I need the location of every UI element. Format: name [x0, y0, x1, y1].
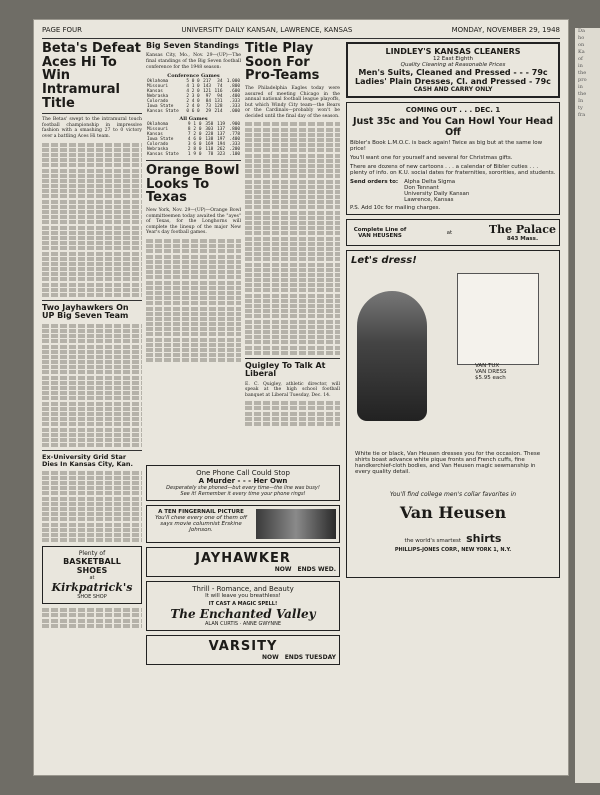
standings-cell: 131 — [214, 99, 223, 105]
standings-cell: 74 — [217, 84, 223, 90]
standings-cell: .333 — [229, 104, 240, 110]
ad-line: Complete Line of VAN HEUSENS — [353, 226, 407, 239]
edge-text: the — [578, 70, 587, 76]
standings-cell: Iowa State — [147, 137, 174, 143]
standings-cell: 1 — [187, 152, 191, 158]
ad-line: Quality Cleaning at Reasonable Prices — [400, 62, 506, 68]
edge-text: of — [578, 56, 583, 62]
ad-line: A Murder - - - Her Own — [198, 477, 288, 485]
standings-cell: 116 — [214, 89, 223, 95]
ad-line: BASKETBALL — [63, 557, 121, 567]
ends-label: ENDS TUESDAY — [284, 654, 336, 661]
now-label: NOW — [261, 654, 279, 661]
theatre-name: JAYHAWKER — [195, 551, 291, 566]
ad-line: Send orders to: — [350, 179, 399, 185]
ad-line: LINDLEY'S KANSAS CLEANERS — [385, 47, 521, 56]
store-name: The Palace — [488, 223, 556, 236]
standings-cell: Kansas State — [147, 152, 179, 158]
standings-cell: 4 — [186, 89, 190, 95]
brand-name: Van Heusen — [399, 503, 507, 522]
standings-cell: 118 — [205, 147, 214, 153]
standings-cell: 84 — [205, 99, 212, 105]
all-label: All Games — [179, 116, 208, 123]
headline-jayhawkers: Two Jayhawkers On UP Big Seven Team — [42, 303, 129, 321]
standings-cell: 138 — [205, 137, 214, 143]
ad-line: IT CAST A MAGIC SPELL! — [208, 601, 278, 607]
ad-van-heusen — [346, 250, 560, 578]
column-1 — [42, 42, 142, 629]
column-4 — [346, 42, 560, 582]
standings-cell: Kansas — [147, 132, 163, 138]
ad-fingernail — [146, 505, 340, 543]
standings-cell: 97 — [205, 94, 212, 100]
ad-phone — [146, 465, 340, 501]
conference-table — [146, 79, 241, 114]
standings-cell: 2 — [186, 99, 190, 105]
standings-cell: Kansas State — [147, 109, 179, 115]
ad-line: You'll chew every one of them off — [155, 515, 247, 521]
edge-text: ho — [578, 35, 585, 41]
edge-text: on — [578, 42, 585, 48]
edge-text: Da — [578, 28, 585, 34]
standings-cell: 194 — [217, 142, 226, 148]
ad-line: University Daily Kansan — [404, 191, 470, 197]
standings-cell: .800 — [229, 84, 240, 90]
ad-line: at — [89, 575, 95, 582]
ad-jayhawker — [146, 547, 340, 577]
ad-line: shirts — [466, 532, 502, 545]
standings-cell: 0 — [197, 84, 200, 90]
headline-quigley: Quigley To Talk At Liberal — [245, 360, 326, 379]
ad-line: CASH AND CARRY ONLY — [413, 86, 493, 93]
ad-line: $5.95 each — [475, 375, 506, 381]
standings-cell: 1 — [193, 122, 196, 128]
standings-cell: 2 — [187, 147, 191, 153]
ad-enchanted-valley — [146, 581, 340, 631]
standings-cell: Iowa State — [147, 104, 174, 110]
standings-cell: 0 — [197, 109, 200, 115]
standings-cell: 0 — [198, 122, 202, 128]
ad-line: at — [446, 229, 453, 236]
standings-cell: 0 — [197, 94, 200, 100]
ad-line: A TEN FINGERNAIL PICTURE — [158, 509, 244, 515]
standings-cell: .900 — [229, 122, 240, 128]
standings-cell: 1.000 — [226, 79, 240, 85]
standings-cell: 4 — [191, 99, 195, 105]
ad-line: White tie or black, Van Heusen dresses you for the occasion. These shirts boast advance white pique fronts and French cuffs, fine handkerchief-cloth bodies, and Van Heusen magic sewmanship in every quality detail. — [355, 451, 541, 475]
edge-text: pro — [578, 77, 587, 83]
standings-cell: 7 — [187, 132, 191, 138]
standings-cell: 0 — [198, 152, 202, 158]
standings-cell: .333 — [229, 142, 240, 148]
standings-cell: .400 — [229, 137, 240, 143]
standings-cell: 262 — [217, 147, 226, 153]
ad-line: Men's Suits, Cleaned and Pressed - - - 79c — [358, 68, 548, 77]
standings-cell: 1 — [191, 84, 195, 90]
article-title-play: The Philadelphia Eagles today were assured of meeting Chicago in the annual national football league playoffs, but which Windy City team—the Bears or the Cardinals—probably won't be decided until the final day of the season. — [245, 85, 340, 119]
ad-lindleys — [346, 42, 560, 98]
paper-date: MONDAY, NOVEMBER 29, 1948 — [451, 26, 560, 34]
ad-line: P.S. Add 10c for mailing charges. — [350, 205, 441, 211]
standings-cell: 137 — [217, 127, 226, 133]
standings-row — [146, 152, 241, 157]
edge-text: in — [578, 63, 583, 69]
ad-line: Plenty of — [78, 550, 106, 558]
newspaper-page — [34, 20, 568, 775]
standings-cell: 2 — [193, 127, 196, 133]
standings-cell: 4 — [187, 137, 191, 143]
standings-cell: 2 — [186, 104, 190, 110]
tuxedo-shirt-illustration — [457, 273, 539, 365]
edge-text: Ka — [578, 49, 585, 55]
ad-line: You'll want one for yourself and several for Christmas gifts. — [350, 155, 513, 161]
standings-cell: .100 — [229, 152, 240, 158]
standings-cell: 3 — [191, 94, 195, 100]
ad-line: COMING OUT . . . DEC. 1 — [405, 106, 501, 114]
standings-cell: 6 — [193, 142, 196, 148]
edge-text: fra — [578, 112, 586, 118]
ad-kirkpatricks — [42, 546, 142, 604]
ad-line: says movie columnist Erskine Johnson. — [160, 521, 242, 533]
standings-cell: 197 — [217, 137, 226, 143]
ad-line: Bibler's Book L.M.O.C. is back again! Twice as big but at the same low price! — [350, 140, 543, 152]
conf-label: Conference Games — [167, 73, 220, 80]
standings-cell: 9 — [187, 122, 191, 128]
standings-cell: 78 — [207, 152, 214, 158]
standings-cell: Oklahoma — [147, 79, 169, 85]
standings-cell: 8 — [187, 127, 191, 133]
column-2 — [146, 42, 241, 364]
article-orange-bowl: New York, Nov. 29—(UP)—Orange Bowl committeemen today awaited the "ayes" of Texas, for the Longhorns will complete the lineup of the major New Year's day football games. — [146, 208, 241, 236]
theatre-name: VARSITY — [208, 639, 278, 654]
film-title: The Enchanted Valley — [170, 607, 316, 621]
ad-line: 843 Mass. — [506, 236, 539, 242]
standings-cell: 0 — [186, 109, 190, 115]
ad-line: See it! Remember it every time your phone rings! — [180, 491, 306, 497]
standings-cell: 0 — [197, 79, 200, 85]
standings-row — [146, 109, 241, 114]
standings-cell: 94 — [217, 94, 223, 100]
standings-dateline: Kansas City, Mo., Nov. 29—(UP)—The final standings of the Big Seven football conference for the 1948 season: — [146, 53, 241, 70]
standings-cell: 8 — [193, 147, 196, 153]
ad-line: Alpha Delta Sigma — [404, 179, 456, 185]
standings-cell: 128 — [214, 104, 223, 110]
masthead — [42, 26, 560, 39]
article-betas-lead: The Betas' swept to the intramural touch football championship in impressive fashion with a smashing 27 to 0 victory over a battling Aces Hi team. — [42, 117, 142, 139]
ad-line: Ladies' Plain Dresses, Cl. and Pressed - 79c — [355, 77, 551, 86]
headline-betas: Beta's Defeat Aces Hi To Win Intramural Title — [42, 41, 142, 111]
ad-line: Don Tennant — [404, 185, 439, 191]
standings-cell: .333 — [229, 99, 240, 105]
ad-line: VAN TUX — [475, 363, 500, 369]
standings-cell: 228 — [205, 132, 214, 138]
standings-cell: Missouri — [147, 84, 169, 90]
film-still-photo — [256, 509, 336, 539]
standings-cell: 0 — [198, 137, 202, 143]
standings-cell: 217 — [203, 79, 212, 85]
headline-orange-bowl: Orange Bowl Looks To Texas — [146, 163, 240, 206]
standings-cell: 323 — [217, 152, 226, 158]
ad-line: Just 35c and You Can Howl Your Head Off — [352, 116, 553, 138]
standings-cell: 0 — [197, 104, 200, 110]
ad-store: Kirkpatrick's — [51, 581, 133, 595]
standings-cell: Nebraska — [147, 94, 169, 100]
edge-text: in — [578, 84, 583, 90]
model-photo — [357, 291, 427, 421]
ad-line: You'll find college men's collar favorites in — [389, 491, 517, 498]
standings-title: Big Seven Standings — [146, 41, 239, 50]
standings-cell: 303 — [205, 127, 214, 133]
standings-cell: .000 — [229, 109, 240, 115]
edge-text: the — [578, 91, 587, 97]
standings-cell: 9 — [193, 152, 196, 158]
standings-cell: 169 — [205, 142, 214, 148]
standings-cell: 6 — [191, 109, 195, 115]
standings-cell: 0 — [197, 89, 200, 95]
movie-ads — [146, 465, 340, 669]
ad-line: There are dozens of new cartoons . . . a calendar of Bibler cuties . . . plenty of info. on K.U. social dates for fraternities, sororities, and students. — [350, 164, 556, 176]
ad-line: SHOES — [76, 566, 108, 576]
standings-cell: Kansas — [147, 89, 163, 95]
ends-label: ENDS WED. — [297, 566, 336, 573]
standings-cell: 0 — [198, 127, 202, 133]
standings-cell: 137 — [217, 132, 226, 138]
standings-cell: 214 — [214, 109, 223, 115]
standings-cell: 5 — [186, 79, 190, 85]
standings-cell: Colorado — [147, 99, 169, 105]
standings-cell: Colorado — [147, 142, 169, 148]
edge-text: In — [578, 98, 584, 104]
ad-line: Lawrence, Kansas — [404, 197, 454, 203]
standings-cell: Nebraska — [147, 147, 169, 153]
standings-cell: 4 — [191, 104, 195, 110]
ad-line: 12 East Eighth — [433, 56, 473, 62]
standings-cell: 2 — [186, 94, 190, 100]
standings-cell: 0 — [198, 142, 202, 148]
standings-cell: .600 — [229, 89, 240, 95]
paper-title: UNIVERSITY DAILY KANSAN, LAWRENCE, KANSAS — [181, 26, 353, 34]
standings-cell: 3 — [187, 142, 191, 148]
standings-cell: 0 — [198, 132, 202, 138]
standings-cell: 121 — [203, 89, 212, 95]
standings-cell: 2 — [191, 89, 195, 95]
page-number: PAGE FOUR — [42, 26, 83, 34]
standings-cell: 29 — [205, 109, 212, 115]
ad-line: Desperately she phoned—but every time—the line was busy! — [166, 485, 320, 491]
ad-line: the world's smartest — [404, 538, 461, 544]
article-quigley: E. C. Quigley, athletic director, will speak at the high school football banquet at Liberal Tuesday, Dec. 14. — [245, 381, 340, 398]
film-stars: ALAN CURTIS · ANNE GWYNNE — [205, 621, 281, 627]
standings-cell: 0 — [191, 79, 195, 85]
standings-cell: Missouri — [147, 127, 169, 133]
headline-title-play: Title Play Soon For Pro-Teams — [245, 41, 320, 84]
standings-cell: 34 — [217, 79, 223, 85]
ad-varsity — [146, 635, 340, 665]
standings-cell: 119 — [217, 122, 226, 128]
standings-cell: .778 — [229, 132, 240, 138]
ad-line: Thrill - Romance, and Beauty — [192, 585, 294, 593]
standings-cell: 4 — [186, 84, 190, 90]
edge-text: ty — [578, 105, 583, 111]
standings-cell: Oklahoma — [147, 122, 169, 128]
standings-cell: 358 — [205, 122, 214, 128]
standings-cell: 143 — [203, 84, 212, 90]
standings-cell: 6 — [193, 137, 196, 143]
ad-line: Let's dress! — [351, 255, 417, 266]
all-games-table — [146, 122, 241, 157]
ad-bibler-book — [346, 102, 560, 215]
headline-grid-star: Ex-University Grid Star Dies In Kansas City, Kan. — [42, 453, 133, 468]
standings-cell: .400 — [229, 94, 240, 100]
ad-line: One Phone Call Could Stop — [196, 469, 290, 477]
ad-store-sub: SHOE SHOP — [77, 594, 107, 601]
standings-cell: 73 — [205, 104, 212, 110]
ad-line: PHILLIPS-JONES CORP., NEW YORK 1, N.Y. — [394, 547, 512, 553]
now-label: NOW — [274, 566, 292, 573]
ad-palace — [346, 219, 560, 246]
standings-cell: 0 — [198, 147, 202, 153]
adjacent-page-edge — [575, 28, 600, 783]
standings-cell: 2 — [193, 132, 196, 138]
standings-cell: .200 — [229, 147, 240, 153]
standings-cell: .800 — [229, 127, 240, 133]
ad-line: VAN DRESS — [475, 369, 507, 375]
column-3 — [245, 42, 340, 427]
ad-line: It will leave you breathless! — [205, 593, 281, 599]
standings-cell: 0 — [197, 99, 200, 105]
